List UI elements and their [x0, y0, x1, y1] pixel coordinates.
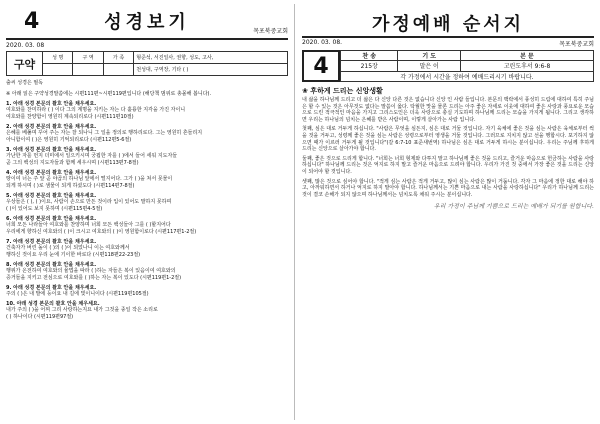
quiz-header [6, 6, 288, 40]
question-line: 행하신 것이요 우리 눈에 기이한 바로다 (시편118편22-23절) [6, 252, 141, 258]
question-line: 여호와를 찬미하라 ( ) 이다 그의 계명을 지키는 자는 다 훌륭한 지각을 가진 자이니 [6, 107, 186, 113]
question-title: 8. 아래 성경 본문의 괄호 안을 채우세요. [6, 262, 97, 268]
sermon-paragraph: 첫째, 심은 대로 거두게 하십니다. "사람은 무엇을 심든지, 심은 대로 거둘 것입니다. 자기 육체에 좋은 것을 심는 사람은 육체로부터 썩을 것을 거두고, 성령께 좋은 것을 심는 사람은 성령으로부터 영생을 거둘 것입니다. 그러므로 지치지 않고 선을 행합시다. 포기하지 않으면 때가 이르러 거두게 될 것입니다"(갈 6:7-10 표준새번역) 하나님은 심은 대로 거두게 하시는 분이십니다. 우리는 주님께 후하게 드리는 신앙으로 살아가야 합니다. [302, 126, 594, 153]
text-header: 본 문 [461, 51, 594, 61]
family-names: 형준석, 서진일사, 권향, 성도, 고사, [134, 52, 288, 64]
instruction-text: ※ 아래 읽은 구약성경말씀에는 시편111편~시편119편입니다 (해당책 범위로 총몰해 봅니다). [6, 91, 212, 97]
question-title: 5. 아래 성경 본문의 괄호 안을 채우세요. [6, 193, 97, 199]
question-item [6, 300, 288, 321]
order-note: 각 가정에서 시간을 정하여 예배드리시기 바랍니다. [341, 71, 594, 81]
question-line: 건축자가 버린 돌이 ( )의 ( )이 되었나니 이는 여호와께서 [6, 245, 130, 251]
question-title: 10. 아래 성경 본문의 괄호 안을 채우세요. [6, 301, 100, 307]
question-line: 행위가 온전하여 여호와의 율법을 따라 ( )하는 자들은 복이 있음이여 여호와의 [6, 268, 176, 274]
question-line: 증거들을 지키고 전심으로 여호와를 ( )하는 자는 복이 있도다 (시편119편1-2절) [6, 275, 182, 281]
family-names-2: 천성대, 구역장, 기타 ( ) [134, 64, 288, 76]
question-line: ( ) 하나이다 (시편119편97절) [6, 314, 74, 320]
question-title: 1. 아래 성경 본문의 괄호 안을 채우세요. [6, 101, 97, 107]
col-name: 성 명 [43, 52, 73, 64]
question-item [6, 192, 288, 213]
question-line: 되게 하시며 ( )로 샘물이 되게 하셨도다 (시편114편7-8절) [6, 183, 135, 189]
col-family: 가 족 [103, 52, 133, 64]
question-title: 7. 아래 성경 본문의 괄호 안을 채우세요. [6, 239, 97, 245]
question-list [6, 100, 288, 321]
question-line: 너희 모든 나라들아 여호와를 찬양하며 너희 모든 백성들아 그를 ( )할지어다 [6, 222, 171, 228]
text-value: 고린도후서 9:6-8 [461, 61, 594, 71]
question-item [6, 238, 288, 259]
question-item [6, 100, 288, 121]
bible-quiz-panel [6, 6, 288, 420]
question-item [6, 123, 288, 144]
question-item [6, 261, 288, 282]
sermon-title: ❀ 후하게 드리는 신앙생활 [302, 87, 383, 95]
worship-order-table [340, 50, 594, 82]
church-name: 목포북중교회 [253, 28, 288, 35]
district-input[interactable] [73, 64, 103, 76]
worship-order-panel [302, 6, 594, 420]
worship-title: 가정예배 순서지 [372, 14, 524, 35]
sermon-paragraph: 둘째, 좋은 것으로 드리게 합니다. "너희는 너희 형제와 다투지 말고 하나님께 좋은 것을 드리고, 즐거운 마음으로 헌금하는 사람을 사랑하십니다" 하나님께 드리는 것은 억지로 하지 말고 즐거운 마음으로 드려야 합니다. 우리가 가진 것 중에서 가장 좋은 것을 드리는 신앙이 되어야 할 것입니다. [302, 155, 594, 175]
col-district: 구 역 [73, 52, 103, 64]
question-line: ( )이 있어도 보지 못하며 (시편115편4-5절) [6, 206, 103, 212]
worship-date: 2020. 03. 08. [302, 39, 343, 46]
prayer-header: 기 도 [398, 51, 461, 61]
quiz-date: 2020. 03. 08 [6, 42, 45, 49]
question-title: 4. 아래 성경 본문의 괄호 안을 채우세요. [6, 170, 97, 176]
question-title: 2. 아래 성경 본문의 괄호 안을 채우세요. [6, 124, 97, 130]
hymn-header: 찬 송 [341, 51, 398, 61]
question-title: 6. 아래 성경 본문의 괄호 안을 채우세요. [6, 216, 97, 222]
worship-date-row [302, 36, 594, 48]
question-line: 내가 주의 ( )을 어찌 그리 사랑하는지요 내가 그것을 종일 작은 소리로 [6, 307, 158, 313]
question-line: 아니함이여 ( )은 영원히 기억되리로다 (시편112편5-6절) [6, 137, 132, 143]
testament-badge: 구약 [7, 52, 43, 76]
question-item [6, 169, 288, 190]
quiz-title: 성경보기 [104, 12, 190, 33]
reading-note: 출씨 성경은 필독 [6, 80, 43, 86]
question-line: 은혜를 베풀며 꾸어 주는 자는 잘 되나니 그 일을 정의로 행하리로다. 그는 영원히 흔들리지 [6, 130, 203, 136]
hymn-value: 215장 [341, 61, 398, 71]
question-line: 우리에게 향하신 여호와의 ( )이 크시고 여호와의 ( )이 영원함이로다 (시편117편1-2절) [6, 229, 197, 235]
question-line: 곧 그의 백성의 지도자들과 함께 세우시며 (시편113편7-8절) [6, 160, 139, 166]
student-info-table [6, 51, 288, 76]
question-line: 땅이여 너는 주 앞 곧 야곱의 하나님 앞에서 떨지어다. 그가 ( )을 쳐서 못물이 [6, 176, 173, 182]
worship-number: 4 [302, 50, 340, 82]
quiz-number: 4 [24, 9, 40, 34]
name-input[interactable] [43, 64, 73, 76]
sermon-paragraph: 셋째, 많은 것으로 심어야 합니다. "적게 심는 사람은 적게 거두고, 많이 심는 사람은 많이 거둡니다. 각자 그 마음에 정한 대로 해야 하고, 아까워하면서 하거나 억지로 하지 말아야 합니다. 하나님께서는 기쁜 마음으로 내는 사람을 사랑하십니다" 우리가 하나님께 드리는 것이 결코 손해가 되지 않으며 하나님께서는 넘치도록 채워 주시는 분이십니다. [302, 178, 594, 198]
question-item [6, 215, 288, 236]
family-input[interactable] [103, 64, 133, 76]
question-line: 주의 ( )은 내 발에 등이요 내 길에 빛이니이다 (시편119편105절) [6, 291, 149, 297]
column-divider [294, 4, 295, 420]
question-title: 3. 아래 성경 본문의 괄호 안을 채우세요. [6, 147, 97, 153]
question-line: 우상들은 ( ), ( )이요, 사람이 손으로 만든 것이라 입이 있어도 말하지 못하며 [6, 199, 172, 205]
worship-church: 목포북중교회 [559, 41, 594, 48]
quiz-date-row [6, 42, 288, 49]
question-line: 여호와를 찬양함이 영원히 계속되리로다 (시편111편10절) [6, 114, 134, 120]
worship-order-box [302, 50, 594, 82]
question-title: 9. 아래 성경 본문의 괄호 안을 채우세요. [6, 285, 97, 291]
closing-signature: 우리 가정이 주님께 기쁨으로 드리는 예배가 되기를 원합니다. [433, 203, 594, 211]
question-item [6, 284, 288, 298]
question-line: 가난한 자를 먼지 더미에서 일으키시며 궁핍한 자를 ( )에서 들어 세워 지도자들 [6, 153, 178, 159]
worship-header [302, 6, 594, 36]
sermon-paragraph: 내 삶을 하나님께 드리고 더 삶은 다 신앙 다른 것은 없습니다 신앙 인 사람 들입니다. 본문의 맥락에서 풍성히 드림에 대하여 특히 주님은 할 수 있는 것은 아무것도 없다는 말씀이 옳다. 탁월한 맛을 물론 드리는 아주 좋은 자세로 이웃에 대하여 좋은 사랑과 풍요로운 모습으로 드린 적극적인 마음을 가지고 그리스도인은 더욱 사랑으로 충실 기도하며 하나님께 드리는 모습을 가지게 됩니다. 그리고 생각하면 우리는 하나님의 넘치는 은혜를 받은 사람이며, 이렇게 살아가는 사람 입니다. [302, 97, 594, 123]
question-item [6, 146, 288, 167]
prayer-value: 말은 이 [398, 61, 461, 71]
